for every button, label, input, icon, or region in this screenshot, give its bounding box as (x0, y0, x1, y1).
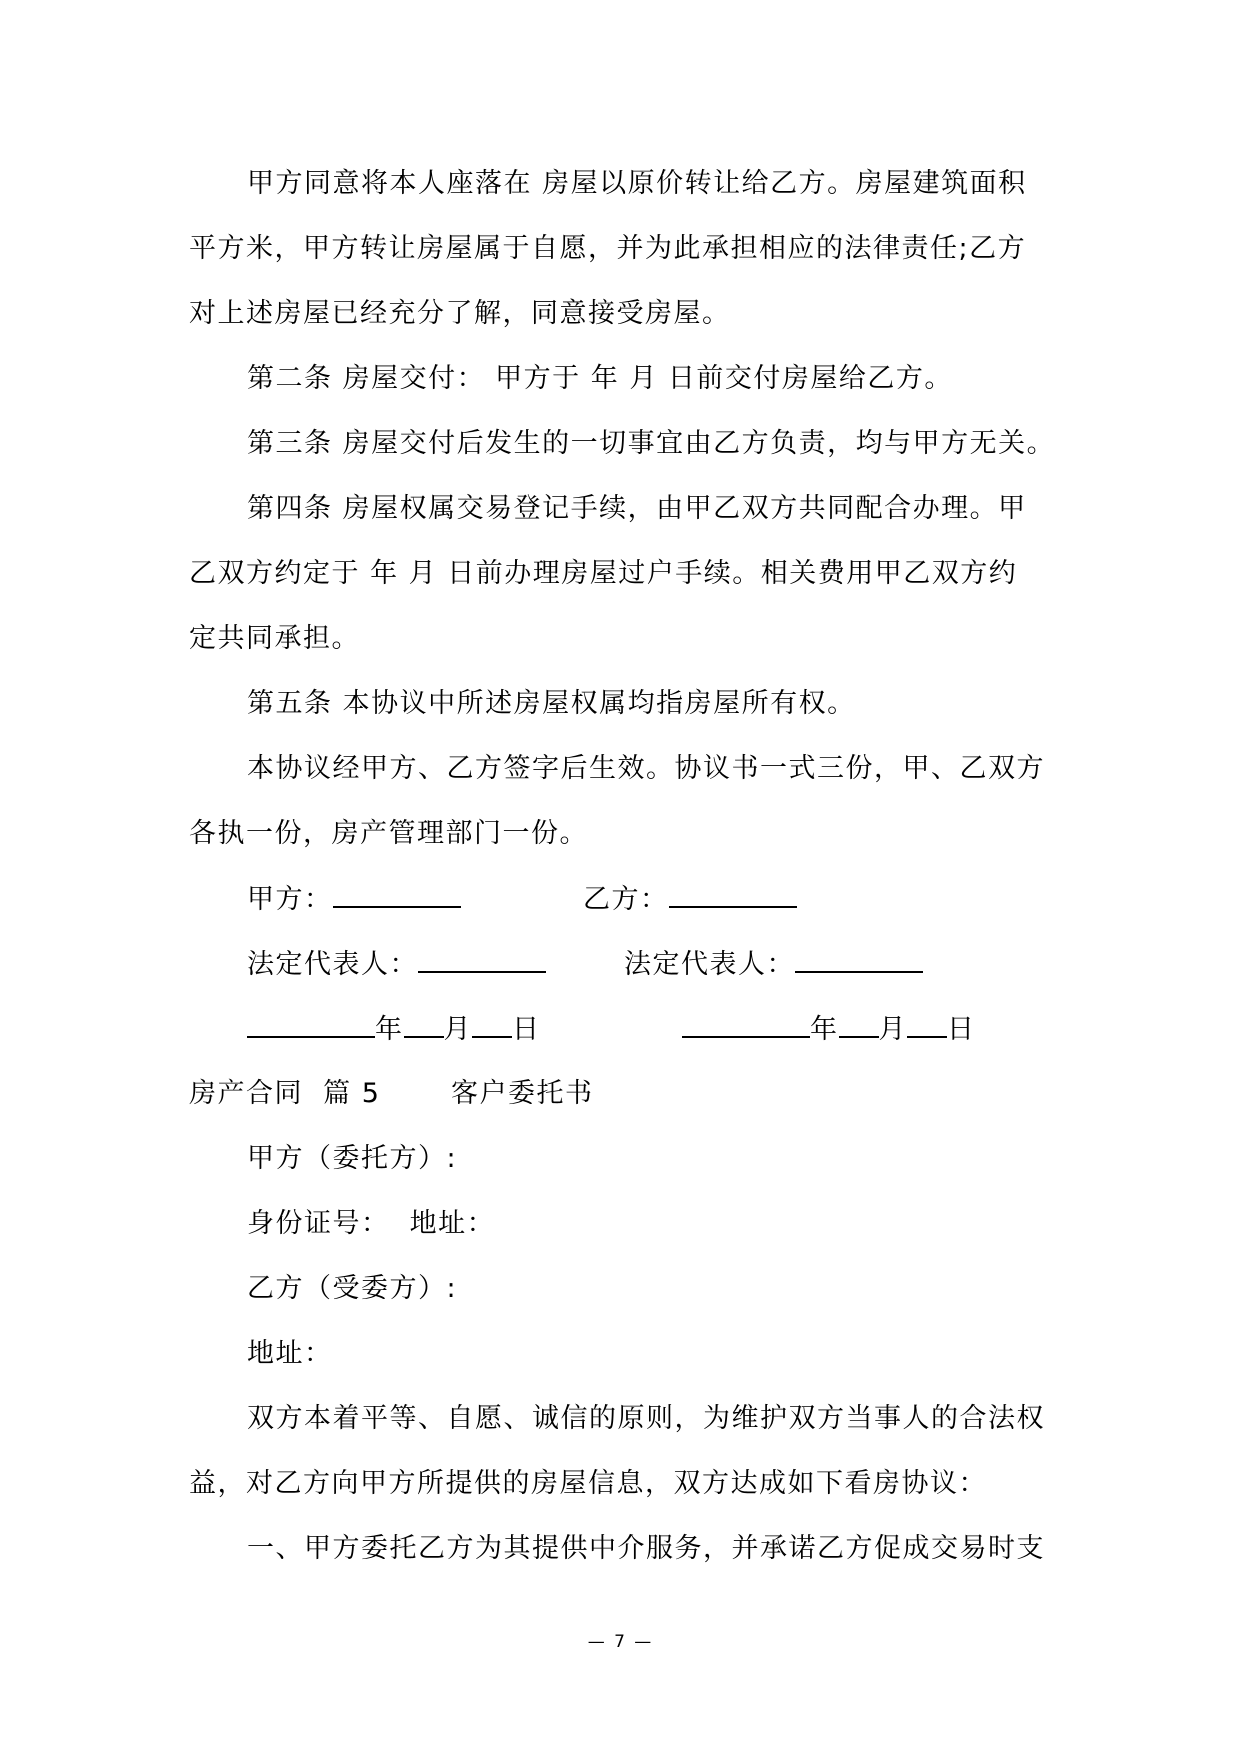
day-label: 日 (947, 1014, 976, 1045)
paragraph-line: 各执一份，房产管理部门一份。 (189, 818, 588, 849)
year-blank (682, 1012, 810, 1038)
rep-a-label: 法定代表人： (247, 949, 418, 980)
article-4-line: 第四条 房屋权属交易登记手续，由甲乙双方共同配合办理。甲 (247, 493, 1027, 524)
month-label: 月 (443, 1014, 472, 1045)
rep-b-label: 法定代表人： (624, 949, 795, 980)
entrust-id-address: 身份证号： 地址： (247, 1208, 496, 1239)
paragraph-line: 甲方同意将本人座落在 房屋以原价转让给乙方。房屋建筑面积 (247, 168, 1027, 199)
article-2-line: 第二条 房屋交付： 甲方于 年 月 日前交付房屋给乙方。 (247, 363, 953, 394)
paragraph-line: 对上述房屋已经充分了解，同意接受房屋。 (189, 298, 731, 329)
rep-a-blank (418, 947, 546, 973)
signature-party-a (247, 882, 461, 917)
party-b-label: 乙方： (583, 884, 669, 915)
signature-rep-a (247, 947, 546, 982)
article-3-line: 第三条 房屋交付后发生的一切事宜由乙方负责，均与甲方无关。 (247, 428, 1056, 459)
paragraph-line: 平方米，甲方转让房屋属于自愿，并为此承担相应的法律责任;乙方 (189, 233, 1027, 264)
entrust-address: 地址： (247, 1338, 333, 1369)
day-blank (907, 1012, 947, 1038)
entrust-intro-line: 益，对乙方向甲方所提供的房屋信息，双方达成如下看房协议： (189, 1468, 987, 1499)
day-blank (472, 1012, 512, 1038)
section-heading: 房产合同 篇 5 客户委托书 (189, 1078, 594, 1109)
month-blank (404, 1012, 444, 1038)
article-4-line: 乙双方约定于 年 月 日前办理房屋过户手续。相关费用甲乙双方约 (189, 558, 1018, 589)
year-blank (247, 1012, 375, 1038)
article-5-line: 第五条 本协议中所述房屋权属均指房屋所有权。 (247, 688, 856, 719)
party-b-blank (669, 882, 797, 908)
party-a-blank (333, 882, 461, 908)
entrust-party-a: 甲方（委托方）: (247, 1143, 458, 1174)
day-label: 日 (512, 1014, 541, 1045)
entrust-party-b: 乙方（受委方）: (247, 1273, 458, 1304)
entrust-item-1: 一、甲方委托乙方为其提供中介服务，并承诺乙方促成交易时支 (247, 1533, 1045, 1564)
rep-b-blank (795, 947, 923, 973)
article-4-line: 定共同承担。 (189, 623, 360, 654)
signature-party-b (583, 882, 797, 917)
year-label: 年 (810, 1014, 839, 1045)
page-number: — 7 — (587, 1632, 654, 1652)
party-a-label: 甲方： (247, 884, 333, 915)
signature-date-b (682, 1012, 976, 1047)
signature-date-a (247, 1012, 541, 1047)
year-label: 年 (375, 1014, 404, 1045)
paragraph-line: 本协议经甲方、乙方签字后生效。协议书一式三份，甲、乙双方 (247, 753, 1045, 784)
entrust-intro-line: 双方本着平等、自愿、诚信的原则，为维护双方当事人的合法权 (247, 1403, 1045, 1434)
month-blank (839, 1012, 879, 1038)
month-label: 月 (878, 1014, 907, 1045)
signature-rep-b (624, 947, 923, 982)
